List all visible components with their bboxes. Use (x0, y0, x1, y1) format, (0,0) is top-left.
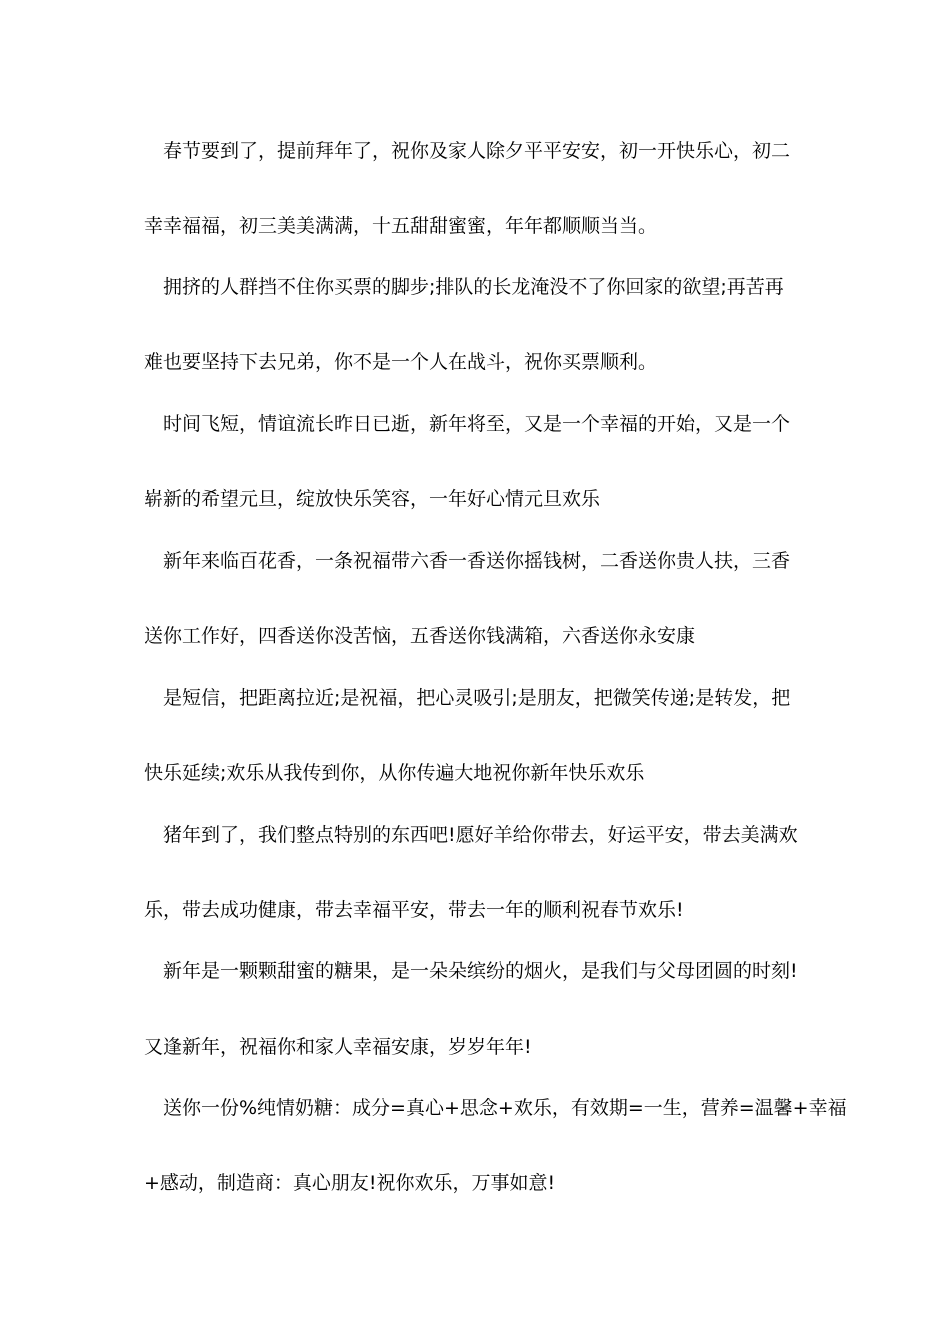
paragraph-4-line-1: 新年来临百花香，一条祝福带六香一香送你摇钱树，二香送你贵人扶，三香 (163, 550, 791, 572)
paragraph-6-line-1: 猪年到了，我们整点特别的东西吧!愿好羊给你带去，好运平安，带去美满欢 (163, 824, 798, 846)
paragraph-3-line-1: 时间飞短，情谊流长昨日已逝，新年将至，又是一个幸福的开始，又是一个 (163, 413, 791, 435)
paragraph-5-line-1: 是短信，把距离拉近;是祝福，把心灵吸引;是朋友，把微笑传递;是转发，把 (163, 687, 791, 709)
paragraph-5-line-2: 快乐延续;欢乐从我传到你，从你传遍大地祝你新年快乐欢乐 (144, 762, 645, 784)
paragraph-1-line-2: 幸幸福福，初三美美满满，十五甜甜蜜蜜，年年都顺顺当当。 (144, 215, 658, 237)
paragraph-7-line-2: 又逢新年，祝福你和家人幸福安康，岁岁年年! (144, 1036, 532, 1058)
paragraph-7-line-1: 新年是一颗颗甜蜜的糖果，是一朵朵缤纷的烟火，是我们与父母团圆的时刻! (163, 960, 798, 982)
paragraph-2-line-2: 难也要坚持下去兄弟，你不是一个人在战斗，祝你买票顺利。 (144, 351, 658, 373)
paragraph-3-line-2: 崭新的希望元旦，绽放快乐笑容，一年好心情元旦欢乐 (144, 488, 601, 510)
paragraph-1-line-1: 春节要到了，提前拜年了，祝你及家人除夕平平安安，初一开快乐心，初二 (163, 140, 791, 162)
paragraph-2-line-1: 拥挤的人群挡不住你买票的脚步;排队的长龙淹没不了你回家的欲望;再苦再 (163, 276, 784, 298)
paragraph-6-line-2: 乐，带去成功健康，带去幸福平安，带去一年的顺利祝春节欢乐! (144, 899, 684, 921)
paragraph-8-line-1: 送你一份%纯情奶糖：成分=真心+思念+欢乐，有效期=一生，营养=温馨+幸福 (163, 1097, 847, 1119)
paragraph-4-line-2: 送你工作好，四香送你没苦恼，五香送你钱满箱，六香送你永安康 (144, 625, 696, 647)
paragraph-8-line-2: +感动，制造商：真心朋友!祝你欢乐，万事如意! (144, 1172, 556, 1194)
